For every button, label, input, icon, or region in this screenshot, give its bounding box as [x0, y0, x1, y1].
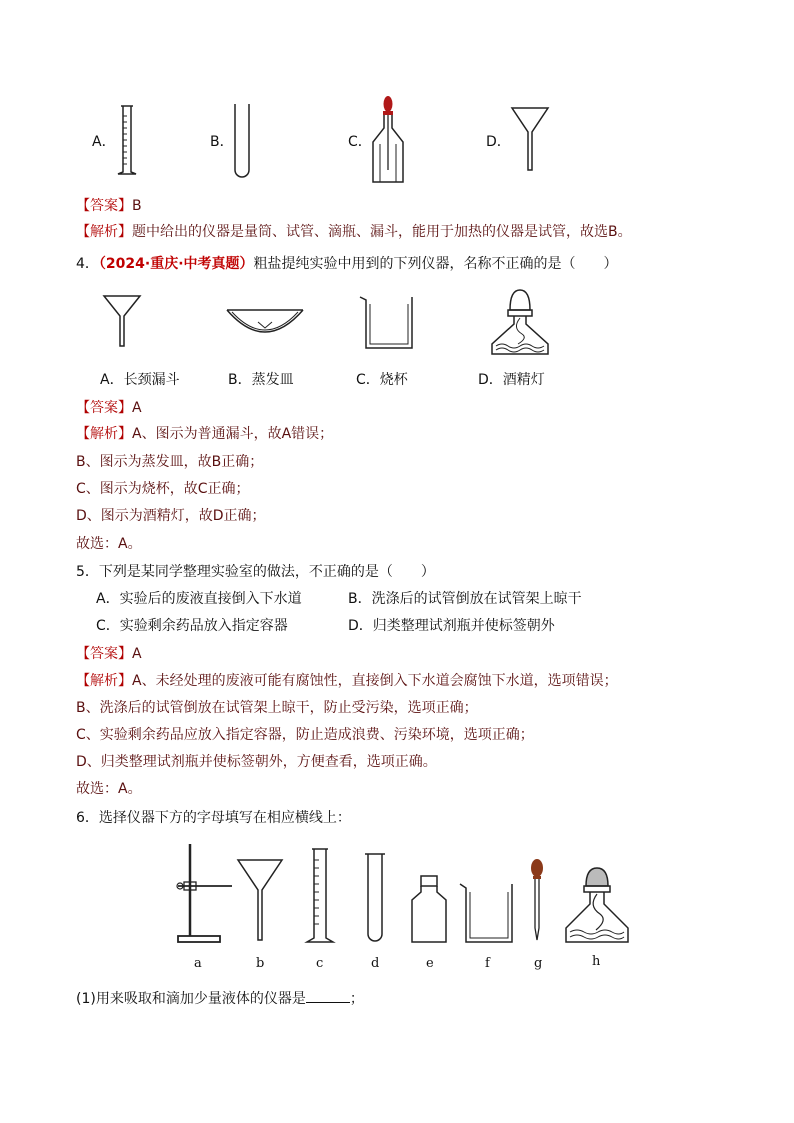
answer-tag: 【答案】: [76, 646, 132, 662]
graduated-cylinder-icon: [114, 102, 140, 178]
q4-analysis-4: 故选：A。: [76, 536, 142, 552]
q4-option-c: C．烧杯: [356, 372, 408, 388]
q4-analysis-2: C、图示为烧杯，故C正确；: [76, 481, 250, 497]
analysis-tag: 【解析】: [76, 673, 132, 689]
test-tube-icon: [232, 102, 252, 180]
q5-option-a: A．实验后的废液直接倒入下水道: [96, 591, 302, 607]
answer-value: A: [132, 400, 142, 416]
dropper-bottle-icon: [368, 94, 408, 186]
instrument-letter-h: h: [592, 954, 601, 969]
q5-analysis-3: D、归类整理试剂瓶并使标签朝外，方便查看，选项正确。: [76, 754, 437, 770]
analysis-text: 题中给出的仪器是量筒、试管、滴瓶、漏斗，能用于加热的仪器是试管，故选B。: [132, 224, 632, 240]
q5-option-d: D．归类整理试剂瓶并使标签朝外: [348, 618, 555, 634]
evaporating-dish-icon: [224, 302, 306, 342]
analysis-tag: 【解析】: [76, 224, 132, 240]
funnel-icon: [236, 856, 284, 944]
q3-option-b-label: B．: [210, 134, 234, 150]
answer-tag: 【答案】: [76, 400, 132, 416]
analysis-tag: 【解析】: [76, 426, 132, 442]
q5-option-b: B．洗涤后的试管倒放在试管架上晾干: [348, 591, 582, 607]
q4-answer: [76, 398, 142, 418]
q3-option-d-label: D．: [486, 134, 511, 150]
q4-stem: [76, 254, 618, 274]
q4-analysis-1: B、图示为蒸发皿，故B正确；: [76, 454, 264, 470]
q5-answer: [76, 644, 142, 664]
iron-stand-icon: [172, 842, 236, 946]
q4-option-a: A．长颈漏斗: [100, 372, 180, 388]
graduated-cylinder-icon: [304, 846, 336, 946]
test-tube-icon: [364, 852, 386, 946]
question-source: （2024·重庆·中考真题）: [98, 256, 254, 272]
analysis-text: A、未经处理的废液可能有腐蚀性，直接倒入下水道会腐蚀下水道，选项错误；: [132, 673, 618, 689]
q5-analysis-2: C、实验剩余药品应放入指定容器，防止造成浪费、污染环境，选项正确；: [76, 727, 534, 743]
answer-tag: 【答案】: [76, 198, 132, 214]
q5-analysis-4: 故选：A。: [76, 781, 142, 797]
answer-value: B: [132, 198, 142, 214]
q6-stem: 6．选择仪器下方的字母填写在相应横线上：: [76, 810, 351, 826]
instrument-letter-d: d: [371, 956, 380, 971]
funnel-icon: [510, 104, 550, 174]
q3-answer: [76, 196, 142, 216]
sub-question-text: (1)用来吸取和滴加少量液体的仪器是: [76, 991, 306, 1007]
beaker-icon: [458, 880, 518, 946]
q3-analysis: [76, 222, 632, 242]
q5-analysis-0: [76, 671, 618, 691]
q5-option-c: C．实验剩余药品放入指定容器: [96, 618, 288, 634]
question-number: 4．: [76, 256, 99, 272]
question-text: 粗盐提纯实验中用到的下列仪器，名称不正确的是（ ）: [253, 256, 618, 272]
answer-blank[interactable]: [306, 988, 350, 1003]
reagent-bottle-icon: [408, 874, 450, 946]
q4-option-b: B．蒸发皿: [228, 372, 294, 388]
q4-analysis-0: [76, 424, 333, 444]
instrument-letter-e: e: [426, 956, 434, 971]
q5-analysis-1: B、洗涤后的试管倒放在试管架上晾干，防止受污染，选项正确；: [76, 700, 478, 716]
funnel-icon: [102, 292, 142, 350]
answer-value: A: [132, 646, 142, 662]
instrument-letter-b: b: [256, 956, 265, 971]
instrument-letter-g: g: [534, 956, 543, 971]
q3-option-a-label: A．: [92, 134, 116, 150]
instrument-letter-a: a: [194, 956, 202, 971]
alcohol-lamp-icon: [562, 864, 632, 946]
q4-option-d: D．酒精灯: [478, 372, 545, 388]
instrument-letter-f: f: [485, 956, 490, 971]
q4-analysis-3: D、图示为酒精灯，故D正确；: [76, 508, 266, 524]
analysis-text: A、图示为普通漏斗，故A错误；: [132, 426, 334, 442]
dropper-icon: [526, 858, 548, 944]
q5-stem: 5．下列是某同学整理实验室的做法，不正确的是（ ）: [76, 564, 435, 580]
beaker-icon: [358, 294, 418, 352]
q6-sub1: [76, 988, 364, 1009]
instrument-letter-c: c: [316, 956, 324, 971]
sub-question-end: ；: [349, 991, 364, 1007]
alcohol-lamp-icon: [488, 286, 552, 358]
q3-option-c-label: C．: [348, 134, 372, 150]
